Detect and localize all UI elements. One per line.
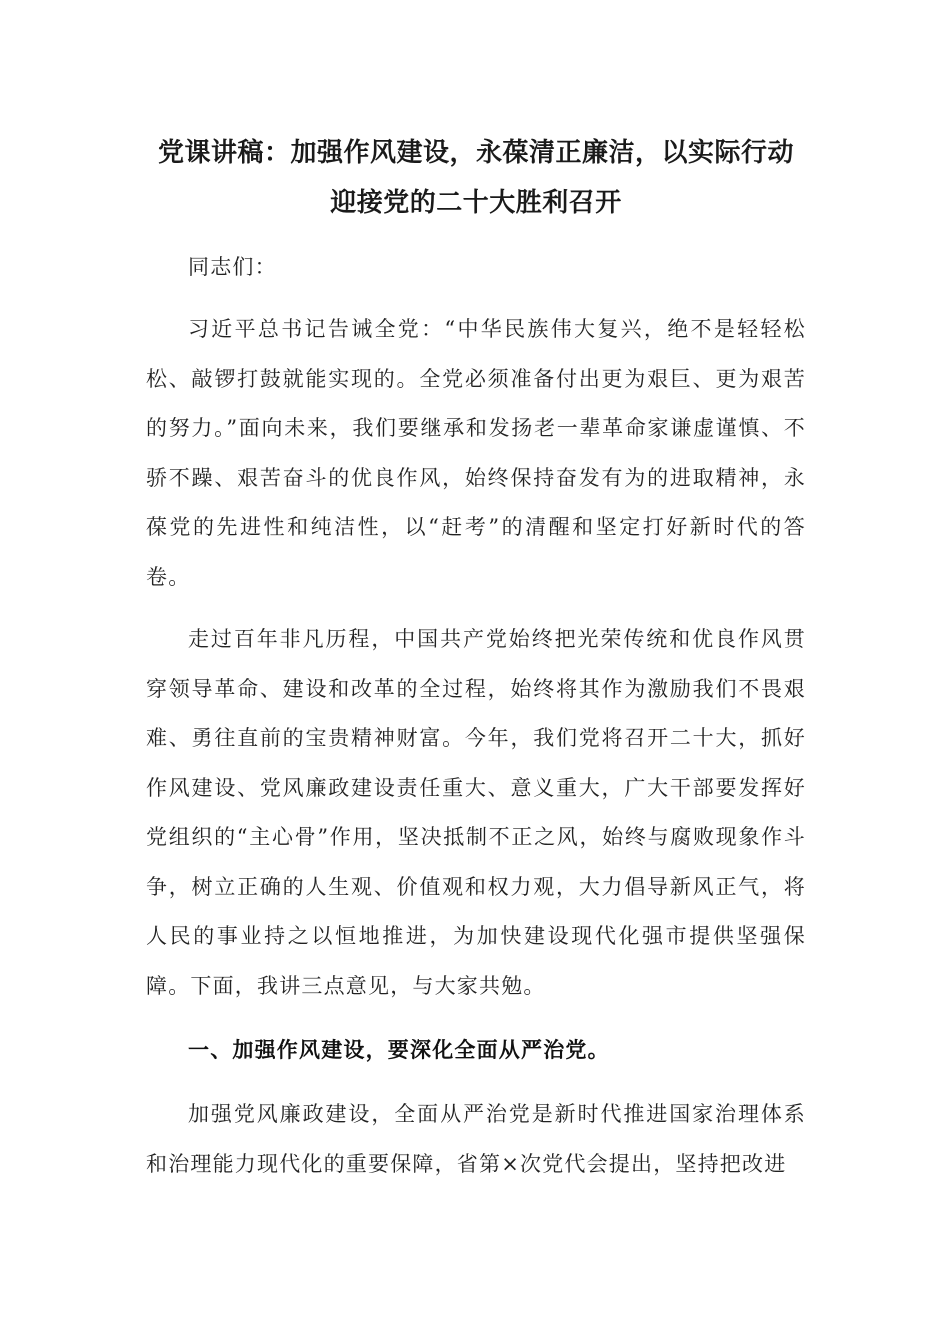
paragraph-1: 习近平总书记告诫全党：“中华民族伟大复兴，绝不是轻轻松松、敲锣打鼓就能实现的。全党必须准备付出更为艰巨、更为艰苦的努力。”面向未来，我们要继承和发扬老一辈革命家谦虚谨慎、不骄不躁、艰苦奋斗的优良作风，始终保持奋发有为的进取精神，永葆党的先进性和纯洁性，以“赶考”的清醒和坚定打好新时代的答卷。 <box>146 317 806 589</box>
section-paragraph: 加强党风廉政建设，全面从严治党是新时代推进国家治理体系和治理能力现代化的重要保障，省第×次党代会提出，坚持把改进 <box>146 1102 806 1176</box>
paragraph-2: 走过百年非凡历程，中国共产党始终把光荣传统和优良作风贯穿领导革命、建设和改革的全过程，始终将其作为激励我们不畏艰难、勇往直前的宝贵精神财富。今年，我们党将召开二十大，抓好作风建设、党风廉政建设责任重大、意义重大，广大干部要发挥好党组织的“主心骨”作用，坚决抵制不正之风，始终与腐败现象作斗争，树立正确的人生观、价值观和权力观，大力倡导新风正气，将人民的事业持之以恒地推进，为加快建设现代化强市提供坚强保障。下面，我讲三点意见，与大家共勉。 <box>146 627 806 998</box>
document-title: 党课讲稿：加强作风建设，永葆清正廉洁，以实际行动迎接党的二十大胜利召开 <box>157 138 794 218</box>
greeting: 同志们： <box>188 255 277 279</box>
section-heading: 一、加强作风建设，要深化全面从严治党。 <box>188 1037 610 1062</box>
